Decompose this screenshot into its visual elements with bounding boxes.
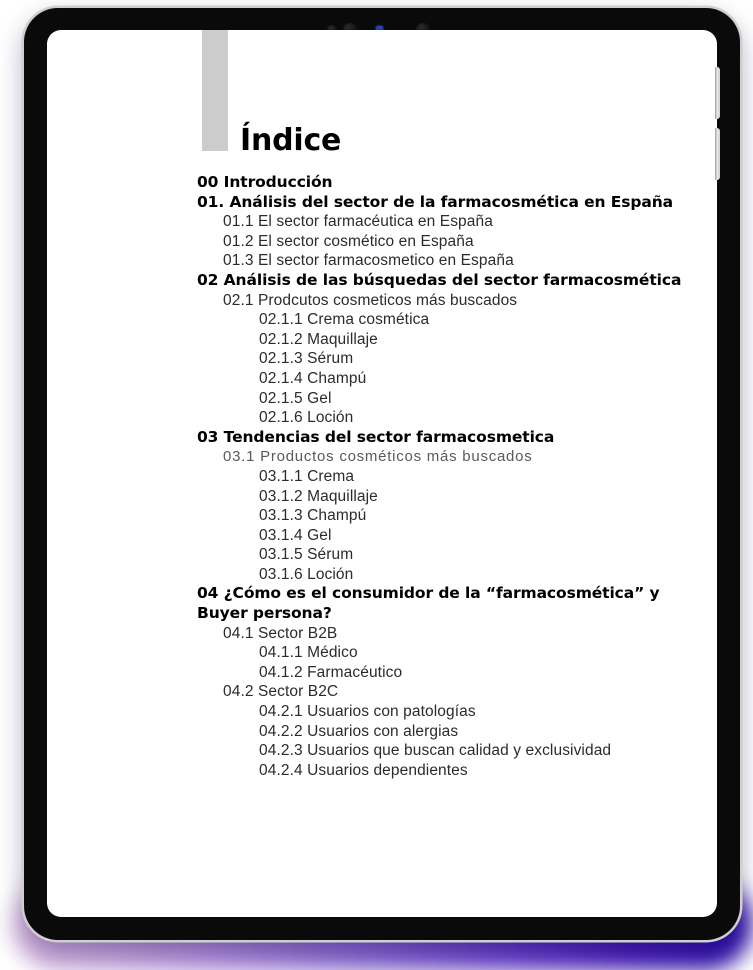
table-of-contents	[197, 173, 697, 780]
volume-down-button[interactable]	[715, 128, 720, 180]
toc-entry-level-2[interactable]: 04.2.2 Usuarios con alergias	[259, 722, 459, 740]
tablet-device-frame	[24, 8, 740, 940]
toc-entry-level-2[interactable]: 03.1.5 Sérum	[259, 546, 354, 564]
toc-entry-level-2[interactable]: 04.1.2 Farmacéutico	[259, 663, 403, 681]
toc-entry-level-0[interactable]: 03 Tendencias del sector farmacosmetica	[197, 427, 555, 446]
toc-entry-level-2[interactable]: 03.1.6 Loción	[259, 565, 354, 583]
toc-entry-level-2[interactable]: 02.1.6 Loción	[259, 409, 354, 427]
toc-entry-level-2[interactable]: 04.2.3 Usuarios que buscan calidad y exclusividad	[259, 742, 612, 760]
toc-entry-level-0[interactable]: 02 Análisis de las búsquedas del sector farmacosmética	[197, 270, 682, 289]
toc-entry-level-2[interactable]: 03.1.2 Maquillaje	[259, 487, 378, 505]
toc-entry-level-1[interactable]: 04.1 Sector B2B	[223, 624, 338, 642]
toc-entry-level-1[interactable]: 04.2 Sector B2C	[223, 683, 339, 701]
title-accent-bar	[202, 30, 228, 151]
toc-entry-level-2[interactable]: 03.1.1 Crema	[259, 467, 355, 485]
toc-entry-level-0[interactable]: 00 Introducción	[197, 173, 333, 191]
toc-entry-level-2[interactable]: 02.1.4 Champú	[259, 369, 367, 387]
toc-entry-level-1[interactable]: 03.1 Productos cosméticos más buscados	[223, 448, 533, 466]
toc-entry-level-1[interactable]: 01.1 El sector farmacéutica en España	[223, 213, 493, 231]
page-title: Índice	[240, 123, 342, 158]
tablet-screen	[47, 30, 717, 917]
toc-entry-level-2[interactable]: 03.1.4 Gel	[259, 526, 332, 544]
document-page	[47, 30, 717, 917]
toc-entry-level-2[interactable]: 04.2.1 Usuarios con patologías	[259, 703, 476, 721]
toc-entry-level-2[interactable]: 03.1.3 Champú	[259, 507, 367, 525]
toc-entry-level-2[interactable]: 04.1.1 Médico	[259, 644, 358, 662]
toc-entry-level-1[interactable]: 01.2 El sector cosmético en España	[223, 232, 474, 250]
toc-entry-level-1[interactable]: 02.1 Prodcutos cosmeticos más buscados	[223, 291, 518, 309]
toc-entry-level-1[interactable]: 01.3 El sector farmacosmetico en España	[223, 252, 514, 270]
volume-up-button[interactable]	[715, 67, 720, 119]
toc-entry-level-2[interactable]: 02.1.2 Maquillaje	[259, 330, 378, 348]
toc-entry-level-2[interactable]: 04.2.4 Usuarios dependientes	[259, 761, 468, 779]
toc-entry-level-2[interactable]: 02.1.1 Crema cosmética	[259, 311, 430, 329]
toc-entry-level-2[interactable]: 02.1.5 Gel	[259, 389, 332, 407]
toc-entry-level-0[interactable]: 04 ¿Cómo es el consumidor de la “farmacosmética” y Buyer persona?	[197, 584, 665, 623]
toc-entry-level-2[interactable]: 02.1.3 Sérum	[259, 350, 354, 368]
toc-entry-level-0[interactable]: 01. Análisis del sector de la farmacosmética en España	[197, 192, 674, 211]
